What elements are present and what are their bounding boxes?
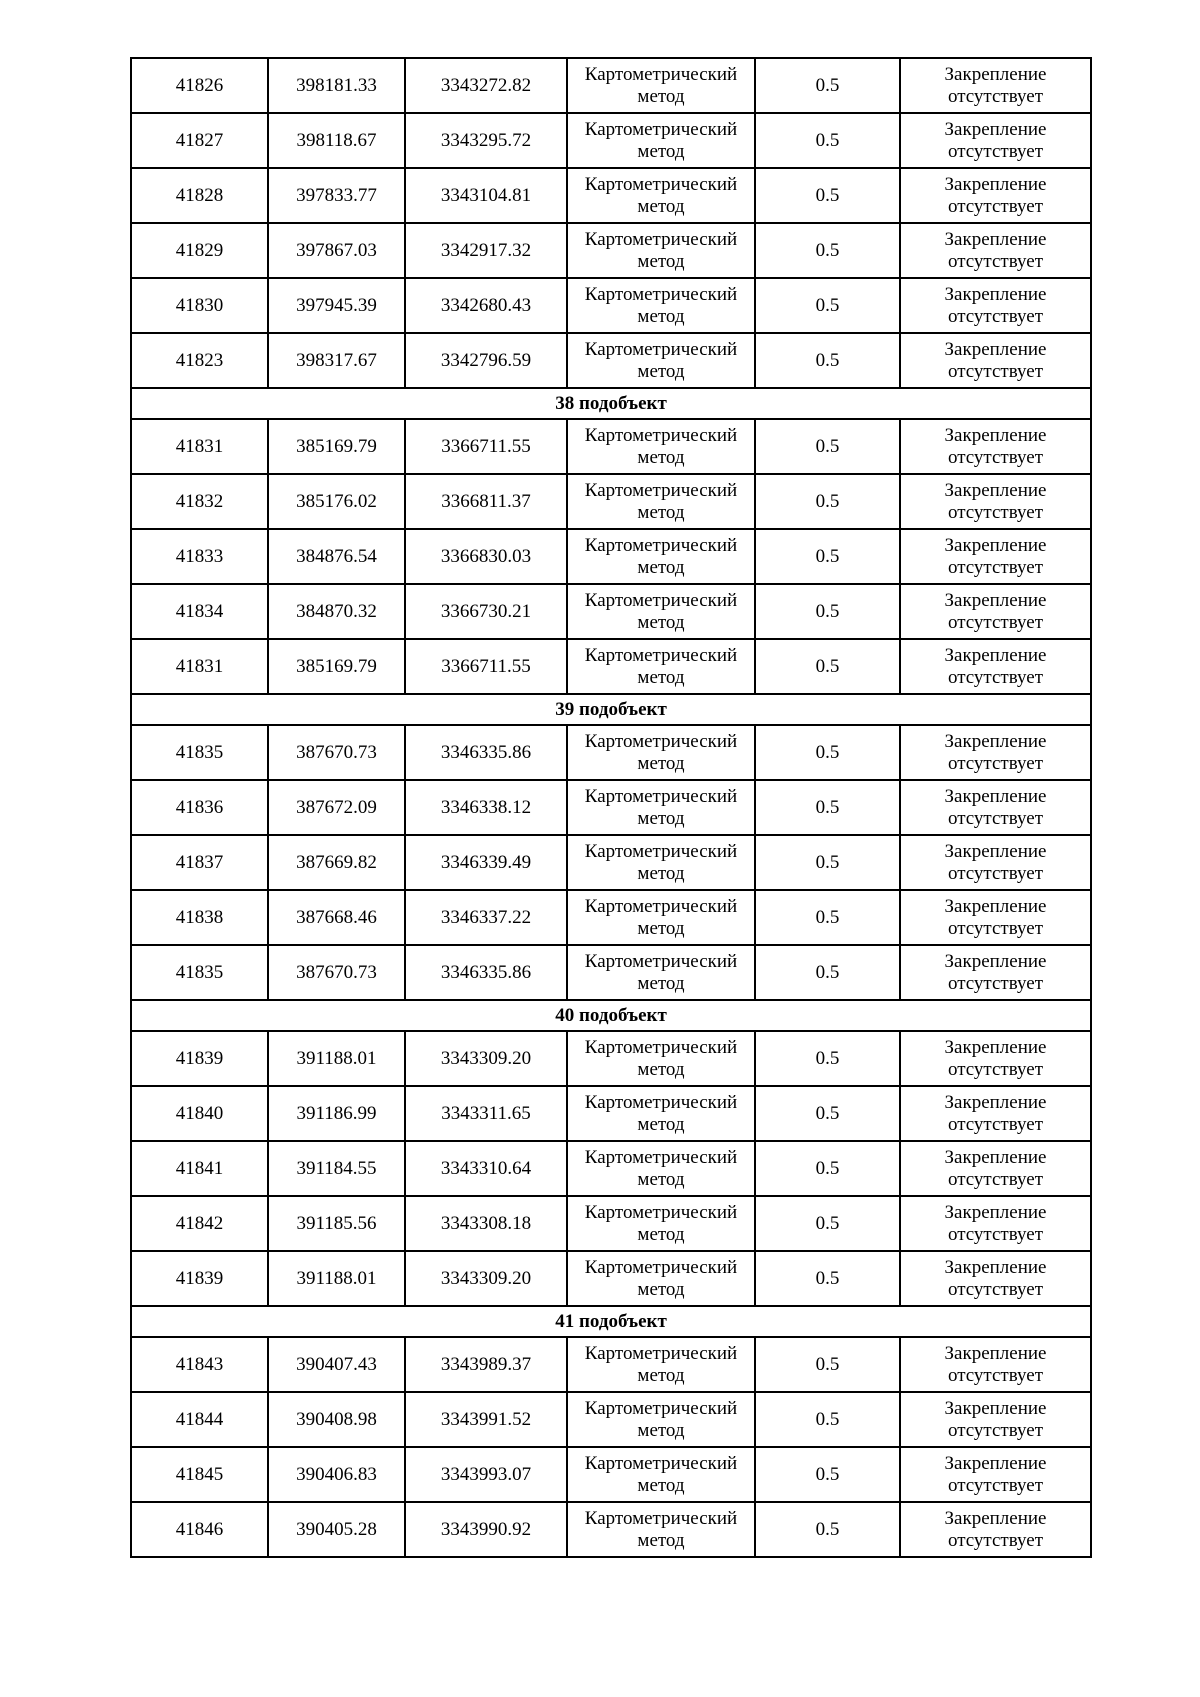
y-coordinate-cell: 3343308.18: [405, 1196, 567, 1251]
fixing-description-cell: Закрепление отсутствует: [900, 168, 1091, 223]
method-cell: Картометрический метод: [567, 1031, 755, 1086]
table-row: [131, 419, 1091, 474]
y-coordinate-cell: 3343295.72: [405, 113, 567, 168]
fixing-description-cell: Закрепление отсутствует: [900, 529, 1091, 584]
table-row: [131, 529, 1091, 584]
table-row: [131, 278, 1091, 333]
precision-cell: 0.5: [755, 58, 900, 113]
precision-cell: 0.5: [755, 168, 900, 223]
fixing-description-cell: Закрепление отсутствует: [900, 890, 1091, 945]
method-cell: Картометрический метод: [567, 639, 755, 694]
x-coordinate-cell: 390407.43: [268, 1337, 405, 1392]
x-coordinate-cell: 387670.73: [268, 945, 405, 1000]
precision-cell: 0.5: [755, 890, 900, 945]
y-coordinate-cell: 3343989.37: [405, 1337, 567, 1392]
fixing-description-cell: Закрепление отсутствует: [900, 113, 1091, 168]
y-coordinate-cell: 3366730.21: [405, 584, 567, 639]
method-cell: Картометрический метод: [567, 113, 755, 168]
table-row: [131, 1196, 1091, 1251]
point-number-cell: 41842: [131, 1196, 268, 1251]
y-coordinate-cell: 3346339.49: [405, 835, 567, 890]
x-coordinate-cell: 398118.67: [268, 113, 405, 168]
fixing-description-cell: Закрепление отсутствует: [900, 584, 1091, 639]
x-coordinate-cell: 391185.56: [268, 1196, 405, 1251]
table-row: [131, 835, 1091, 890]
x-coordinate-cell: 397867.03: [268, 223, 405, 278]
precision-cell: 0.5: [755, 278, 900, 333]
subobject-title: 39 подобъект: [131, 694, 1091, 725]
precision-cell: 0.5: [755, 945, 900, 1000]
y-coordinate-cell: 3343272.82: [405, 58, 567, 113]
precision-cell: 0.5: [755, 474, 900, 529]
fixing-description-cell: Закрепление отсутствует: [900, 945, 1091, 1000]
fixing-description-cell: Закрепление отсутствует: [900, 333, 1091, 388]
point-number-cell: 41839: [131, 1251, 268, 1306]
table-row: [131, 639, 1091, 694]
coordinates-table-body: [131, 58, 1091, 1557]
y-coordinate-cell: 3343991.52: [405, 1392, 567, 1447]
table-row: [131, 168, 1091, 223]
fixing-description-cell: Закрепление отсутствует: [900, 780, 1091, 835]
table-row: [131, 890, 1091, 945]
precision-cell: 0.5: [755, 419, 900, 474]
x-coordinate-cell: 390405.28: [268, 1502, 405, 1557]
precision-cell: 0.5: [755, 333, 900, 388]
x-coordinate-cell: 390408.98: [268, 1392, 405, 1447]
y-coordinate-cell: 3342796.59: [405, 333, 567, 388]
precision-cell: 0.5: [755, 725, 900, 780]
point-number-cell: 41837: [131, 835, 268, 890]
x-coordinate-cell: 391184.55: [268, 1141, 405, 1196]
method-cell: Картометрический метод: [567, 1447, 755, 1502]
point-number-cell: 41830: [131, 278, 268, 333]
x-coordinate-cell: 385176.02: [268, 474, 405, 529]
y-coordinate-cell: 3346335.86: [405, 725, 567, 780]
point-number-cell: 41841: [131, 1141, 268, 1196]
y-coordinate-cell: 3342680.43: [405, 278, 567, 333]
x-coordinate-cell: 391188.01: [268, 1251, 405, 1306]
precision-cell: 0.5: [755, 1141, 900, 1196]
point-number-cell: 41846: [131, 1502, 268, 1557]
x-coordinate-cell: 398181.33: [268, 58, 405, 113]
fixing-description-cell: Закрепление отсутствует: [900, 58, 1091, 113]
fixing-description-cell: Закрепление отсутствует: [900, 639, 1091, 694]
fixing-description-cell: Закрепление отсутствует: [900, 1251, 1091, 1306]
precision-cell: 0.5: [755, 529, 900, 584]
y-coordinate-cell: 3346337.22: [405, 890, 567, 945]
method-cell: Картометрический метод: [567, 1086, 755, 1141]
y-coordinate-cell: 3366830.03: [405, 529, 567, 584]
method-cell: Картометрический метод: [567, 780, 755, 835]
point-number-cell: 41829: [131, 223, 268, 278]
point-number-cell: 41831: [131, 639, 268, 694]
method-cell: Картометрический метод: [567, 584, 755, 639]
method-cell: Картометрический метод: [567, 1392, 755, 1447]
point-number-cell: 41828: [131, 168, 268, 223]
y-coordinate-cell: 3342917.32: [405, 223, 567, 278]
table-row: [131, 1392, 1091, 1447]
point-number-cell: 41836: [131, 780, 268, 835]
method-cell: Картометрический метод: [567, 945, 755, 1000]
fixing-description-cell: Закрепление отсутствует: [900, 1392, 1091, 1447]
point-number-cell: 41843: [131, 1337, 268, 1392]
method-cell: Картометрический метод: [567, 1502, 755, 1557]
precision-cell: 0.5: [755, 1447, 900, 1502]
y-coordinate-cell: 3343993.07: [405, 1447, 567, 1502]
y-coordinate-cell: 3346338.12: [405, 780, 567, 835]
y-coordinate-cell: 3343309.20: [405, 1031, 567, 1086]
precision-cell: 0.5: [755, 780, 900, 835]
point-number-cell: 41838: [131, 890, 268, 945]
fixing-description-cell: Закрепление отсутствует: [900, 1031, 1091, 1086]
fixing-description-cell: Закрепление отсутствует: [900, 474, 1091, 529]
method-cell: Картометрический метод: [567, 1251, 755, 1306]
x-coordinate-cell: 391188.01: [268, 1031, 405, 1086]
x-coordinate-cell: 391186.99: [268, 1086, 405, 1141]
method-cell: Картометрический метод: [567, 223, 755, 278]
precision-cell: 0.5: [755, 1337, 900, 1392]
y-coordinate-cell: 3366811.37: [405, 474, 567, 529]
subobject-header-row: [131, 1000, 1091, 1031]
fixing-description-cell: Закрепление отсутствует: [900, 725, 1091, 780]
table-row: [131, 1502, 1091, 1557]
method-cell: Картометрический метод: [567, 419, 755, 474]
fixing-description-cell: Закрепление отсутствует: [900, 278, 1091, 333]
table-row: [131, 223, 1091, 278]
y-coordinate-cell: 3366711.55: [405, 419, 567, 474]
subobject-title: 40 подобъект: [131, 1000, 1091, 1031]
x-coordinate-cell: 387672.09: [268, 780, 405, 835]
method-cell: Картометрический метод: [567, 333, 755, 388]
subobject-header-row: [131, 388, 1091, 419]
fixing-description-cell: Закрепление отсутствует: [900, 1141, 1091, 1196]
fixing-description-cell: Закрепление отсутствует: [900, 419, 1091, 474]
y-coordinate-cell: 3343990.92: [405, 1502, 567, 1557]
method-cell: Картометрический метод: [567, 1196, 755, 1251]
precision-cell: 0.5: [755, 223, 900, 278]
precision-cell: 0.5: [755, 1086, 900, 1141]
fixing-description-cell: Закрепление отсутствует: [900, 835, 1091, 890]
table-row: [131, 584, 1091, 639]
method-cell: Картометрический метод: [567, 890, 755, 945]
method-cell: Картометрический метод: [567, 58, 755, 113]
table-row: [131, 1251, 1091, 1306]
y-coordinate-cell: 3343104.81: [405, 168, 567, 223]
subobject-header-row: [131, 694, 1091, 725]
coordinates-table: [130, 57, 1092, 1558]
point-number-cell: 41833: [131, 529, 268, 584]
table-row: [131, 1031, 1091, 1086]
table-row: [131, 333, 1091, 388]
point-number-cell: 41845: [131, 1447, 268, 1502]
precision-cell: 0.5: [755, 584, 900, 639]
point-number-cell: 41835: [131, 725, 268, 780]
table-row: [131, 474, 1091, 529]
fixing-description-cell: Закрепление отсутствует: [900, 1337, 1091, 1392]
method-cell: Картометрический метод: [567, 1337, 755, 1392]
method-cell: Картометрический метод: [567, 474, 755, 529]
x-coordinate-cell: 387668.46: [268, 890, 405, 945]
x-coordinate-cell: 385169.79: [268, 639, 405, 694]
point-number-cell: 41840: [131, 1086, 268, 1141]
fixing-description-cell: Закрепление отсутствует: [900, 1447, 1091, 1502]
method-cell: Картометрический метод: [567, 1141, 755, 1196]
x-coordinate-cell: 384870.32: [268, 584, 405, 639]
x-coordinate-cell: 385169.79: [268, 419, 405, 474]
x-coordinate-cell: 398317.67: [268, 333, 405, 388]
table-row: [131, 780, 1091, 835]
subobject-title: 38 подобъект: [131, 388, 1091, 419]
x-coordinate-cell: 397833.77: [268, 168, 405, 223]
precision-cell: 0.5: [755, 639, 900, 694]
point-number-cell: 41831: [131, 419, 268, 474]
point-number-cell: 41844: [131, 1392, 268, 1447]
subobject-title: 41 подобъект: [131, 1306, 1091, 1337]
point-number-cell: 41826: [131, 58, 268, 113]
precision-cell: 0.5: [755, 1392, 900, 1447]
method-cell: Картометрический метод: [567, 835, 755, 890]
table-row: [131, 945, 1091, 1000]
point-number-cell: 41832: [131, 474, 268, 529]
table-row: [131, 1337, 1091, 1392]
method-cell: Картометрический метод: [567, 278, 755, 333]
point-number-cell: 41827: [131, 113, 268, 168]
fixing-description-cell: Закрепление отсутствует: [900, 1196, 1091, 1251]
y-coordinate-cell: 3346335.86: [405, 945, 567, 1000]
x-coordinate-cell: 387669.82: [268, 835, 405, 890]
fixing-description-cell: Закрепление отсутствует: [900, 1502, 1091, 1557]
precision-cell: 0.5: [755, 113, 900, 168]
precision-cell: 0.5: [755, 1196, 900, 1251]
table-row: [131, 1447, 1091, 1502]
subobject-header-row: [131, 1306, 1091, 1337]
method-cell: Картометрический метод: [567, 168, 755, 223]
y-coordinate-cell: 3343309.20: [405, 1251, 567, 1306]
table-row: [131, 725, 1091, 780]
table-row: [131, 58, 1091, 113]
table-row: [131, 1141, 1091, 1196]
table-row: [131, 113, 1091, 168]
y-coordinate-cell: 3343311.65: [405, 1086, 567, 1141]
precision-cell: 0.5: [755, 1502, 900, 1557]
point-number-cell: 41823: [131, 333, 268, 388]
method-cell: Картометрический метод: [567, 529, 755, 584]
y-coordinate-cell: 3343310.64: [405, 1141, 567, 1196]
point-number-cell: 41839: [131, 1031, 268, 1086]
precision-cell: 0.5: [755, 835, 900, 890]
point-number-cell: 41834: [131, 584, 268, 639]
x-coordinate-cell: 384876.54: [268, 529, 405, 584]
precision-cell: 0.5: [755, 1251, 900, 1306]
x-coordinate-cell: 387670.73: [268, 725, 405, 780]
fixing-description-cell: Закрепление отсутствует: [900, 1086, 1091, 1141]
y-coordinate-cell: 3366711.55: [405, 639, 567, 694]
method-cell: Картометрический метод: [567, 725, 755, 780]
fixing-description-cell: Закрепление отсутствует: [900, 223, 1091, 278]
point-number-cell: 41835: [131, 945, 268, 1000]
table-row: [131, 1086, 1091, 1141]
x-coordinate-cell: 397945.39: [268, 278, 405, 333]
precision-cell: 0.5: [755, 1031, 900, 1086]
x-coordinate-cell: 390406.83: [268, 1447, 405, 1502]
